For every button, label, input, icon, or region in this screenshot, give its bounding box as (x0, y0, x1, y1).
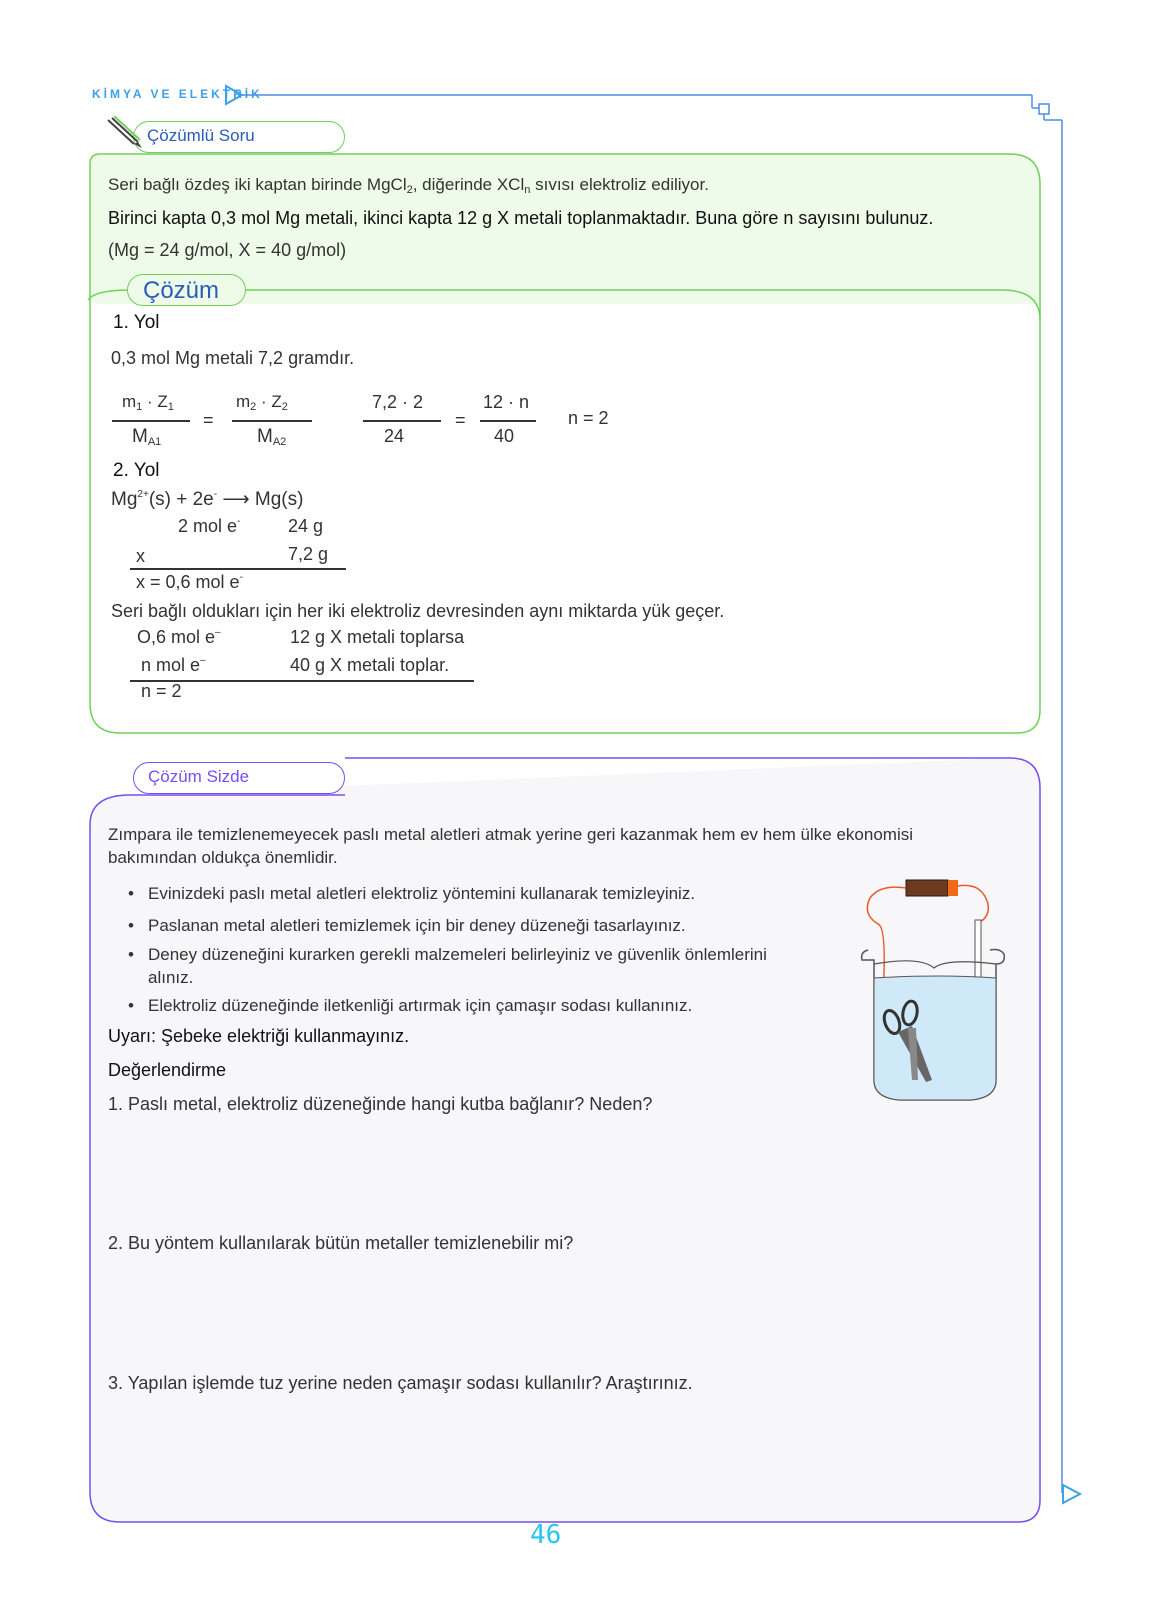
question-line-3: (Mg = 24 g/mol, X = 40 g/mol) (108, 240, 347, 260)
fraction-line (232, 420, 312, 422)
eq-den-2: $M_{A2}$ (257, 426, 287, 448)
series-result: n = 2 (141, 681, 182, 701)
solution-title: Çözüm (143, 277, 220, 304)
way1-label: 1. Yol (113, 312, 160, 333)
eq-den-3: 24 (384, 426, 405, 446)
eq-num-2: $m_2 \cdot Z_2$ (236, 392, 288, 413)
eq-sign-2: = (455, 410, 466, 430)
reaction: $Mg^{2+}(s) + 2e^-$ ⟶ Mg(s) (111, 489, 304, 510)
question-2: 2. Bu yöntem kullanılarak bütün metaller temizlenebilir mi? (108, 1233, 574, 1253)
intro-line-1: Zımpara ile temizlenemeyecek paslı metal aletleri atmak yerine geri kazanmak hem ev hem ülke ekonomisi (108, 825, 914, 844)
series-line (130, 680, 474, 682)
bullet-item: • Evinizdeki paslı metal aletleri elektroliz yöntemini kullanarak temizleyiniz. (148, 884, 695, 904)
question-3: 3. Yapılan işlemde tuz yerine neden çamaşır sodası kullanılır? Araştırınız. (108, 1373, 693, 1393)
eq-num-3: 7,2 · 2 (372, 392, 424, 412)
ratio-row-2a: x (136, 546, 145, 566)
series-row-1b: 12 g X metali toplarsa (290, 627, 465, 647)
series-row-2a: n mol e– (141, 655, 206, 675)
ratio-row-1a: 2 mol e- (178, 516, 241, 536)
fraction-line (112, 420, 190, 422)
eq-sign-1: = (203, 410, 214, 430)
eq-result: n = 2 (568, 408, 609, 428)
series-row-1a: O,6 mol e– (137, 627, 221, 647)
beaker-illustration (860, 868, 1020, 1108)
question-1: 1. Paslı metal, elektroliz düzeneğinde hangi kutba bağlanır? Neden? (108, 1094, 653, 1114)
section-header: KİMYA VE ELEKTRİK (92, 87, 263, 101)
way2-label: 2. Yol (113, 460, 160, 481)
ratio-line (130, 568, 346, 570)
ratio-row-2b: 7,2 g (288, 544, 329, 564)
bullet-item: • Deney düzeneğini kurarken gerekli malzemeleri belirleyiniz ve güvenlik önlemlerini (148, 945, 767, 965)
bullet-item-cont: alınız. (148, 968, 194, 987)
fraction-line (363, 420, 441, 422)
question-line-1: Seri bağlı özdeş iki kaptan birinde MgCl$_2$, diğerinde XCl$_n$ sıvısı elektroliz ediliyor. (108, 175, 709, 196)
solved-title: Çözümlü Soru (147, 126, 255, 145)
series-row-2b: 40 g X metali toplar. (290, 655, 450, 675)
warning-text: Uyarı: Şebeke elektriği kullanmayınız. (108, 1026, 410, 1046)
page-number: 46 (530, 1520, 562, 1550)
eq-den-4: 40 (494, 426, 515, 446)
bullet-item: • Paslanan metal aletleri temizlemek için bir deney düzeneği tasarlayınız. (148, 916, 686, 936)
eq-den-1: $M_{A1}$ (132, 426, 162, 448)
eq-num-4: 12 · n (483, 392, 530, 412)
way1-text: 0,3 mol Mg metali 7,2 gramdır. (111, 348, 355, 368)
ratio-row-1b: 24 g (288, 516, 324, 536)
evaluation-title: Değerlendirme (108, 1060, 227, 1080)
fraction-line (480, 420, 536, 422)
yours-title: Çözüm Sizde (148, 767, 250, 786)
eq-num-1: $m_1 \cdot Z_1$ (122, 392, 174, 413)
intro-line-2: bakımından oldukça önemlidir. (108, 848, 338, 867)
question-line-2: Birinci kapta 0,3 mol Mg metali, ikinci kapta 12 g X metali toplanmaktadır. Buna göre n sayısını bulunuz. (108, 208, 934, 228)
bullet-item: • Elektroliz düzeneğinde iletkenliği artırmak için çamaşır sodası kullanınız. (148, 996, 692, 1016)
series-text: Seri bağlı oldukları için her iki elektroliz devresinden aynı miktarda yük geçer. (111, 601, 725, 621)
pen-icon (104, 116, 144, 150)
ratio-result: x = 0,6 mol e- (136, 572, 243, 592)
